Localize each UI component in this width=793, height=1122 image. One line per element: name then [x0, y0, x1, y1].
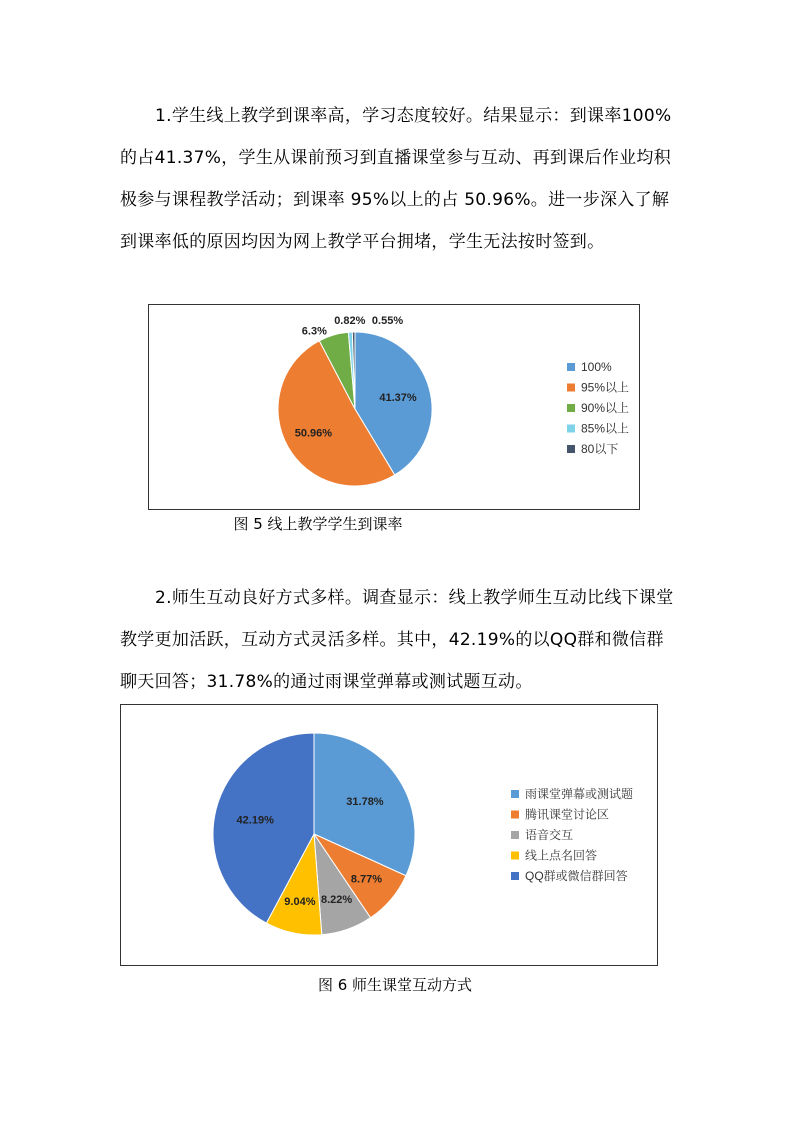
pie-data-label: 8.77%: [350, 873, 383, 886]
chart-interaction: [121, 705, 657, 965]
legend-swatch: [511, 872, 519, 880]
paragraph-interaction: 2.师生互动良好方式多样。调查显示：线上教学师生互动比线下课堂教学更加活跃，互动方式灵活多样。其中，42.19%的以QQ群和微信群聊天回答；31.78%的通过雨课堂弹幕或测试题互动。: [120, 588, 674, 692]
pie-data-label: 31.78%: [346, 796, 384, 809]
chart-attendance-frame: [148, 304, 640, 510]
legend-swatch: [511, 831, 519, 839]
legend-label: 雨课堂弹幕或测试题: [525, 787, 634, 801]
pie-data-label: 0.82%: [334, 314, 366, 327]
legend-label: 100%: [581, 360, 612, 374]
legend-swatch: [567, 363, 575, 371]
caption-fig6: 图 6 师生课堂互动方式: [317, 976, 473, 994]
pie-data-label: 8.22%: [321, 893, 353, 906]
legend-label: 腾讯课堂讨论区: [525, 807, 610, 822]
legend-label: 90%以上: [581, 401, 630, 415]
pie-data-label: 50.96%: [294, 427, 333, 440]
legend-label: 线上点名回答: [525, 848, 598, 863]
legend-swatch: [511, 811, 519, 819]
pie-data-label: 9.04%: [284, 896, 316, 909]
pie-data-label: 41.37%: [379, 392, 417, 405]
pie-data-label: 0.55%: [371, 314, 404, 327]
chart-interaction-frame: [120, 704, 658, 966]
legend-label: 85%以上: [581, 421, 630, 436]
pie-data-label: 42.19%: [236, 814, 274, 827]
pie-data-label: 6.3%: [301, 325, 327, 338]
legend-swatch: [567, 425, 575, 433]
legend-label: 80以下: [581, 442, 619, 456]
paragraph-attendance: 1.学生线上教学到课率高，学习态度较好。结果显示：到课率100% 的占41.37%，学生从课前预习到直播课堂参与互动、再到课后作业均积极参与课程教学活动；到课率 95%以上的占 50.96%。进一步深入了解到课率低的原因均因为网上教学平台拥堵，学生无法按时签到。: [120, 106, 672, 252]
legend-swatch: [511, 852, 519, 860]
legend-swatch: [567, 404, 575, 412]
legend-label: 95%以上: [581, 380, 630, 395]
legend-swatch: [511, 790, 519, 798]
legend-swatch: [567, 445, 575, 453]
chart-attendance: [149, 305, 639, 509]
caption-fig5: 图 5 线上教学学生到课率: [233, 515, 403, 533]
legend-label: QQ群或微信群回答: [525, 869, 628, 883]
legend-swatch: [567, 384, 575, 392]
legend-label: 语音交互: [525, 828, 574, 842]
